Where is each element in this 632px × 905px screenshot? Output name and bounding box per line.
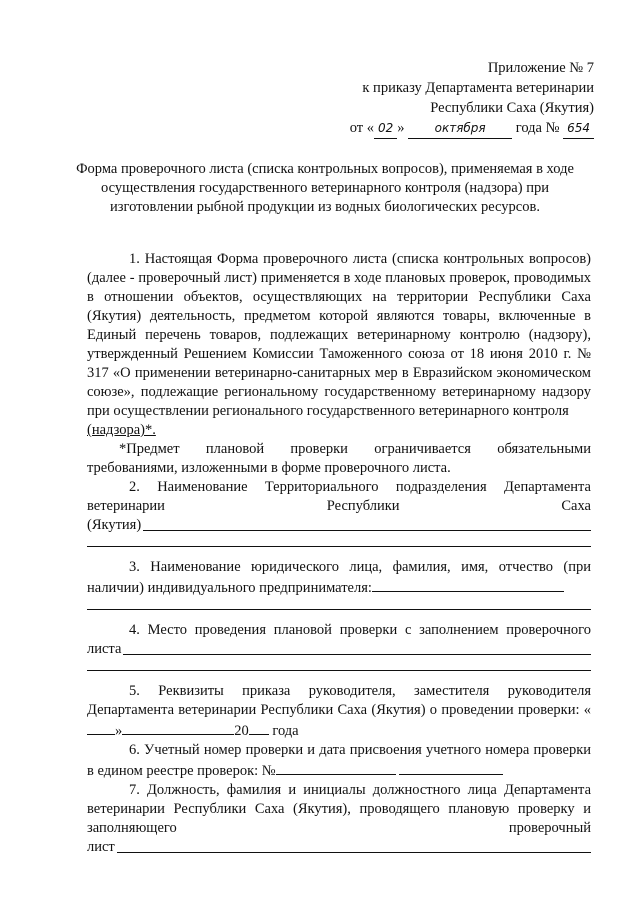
date-prefix: от « [349,120,374,136]
item-5-text: 5. Реквизиты приказа руководителя, заместителя руководителя Департамента ветеринарии Республики Саха (Якутия) о проведении проверки: « [87,683,591,718]
item-5-year: 20 [234,723,249,739]
form-body [87,250,591,857]
item-1: 1. Настоящая Форма проверочного листа (списка контрольных вопросов) (далее - проверочный лист) применяется в ходе плановых проверок, проводимых в отношении объектов, осуществляющих на территории Республики Саха (Якутия) деятельность, предметом которой являются товары, включенные в Единый перечень товаров, подлежащих ветеринарному контролю (надзору), утвержденный Решением Комиссии Таможенного союза от 18 июня 2010 г. № 317 «О применении ветеринарно-санитарных мер в Евразийском экономическом союзе», подлежащие региональному государственному ветеринарному надзору при осуществлении регионального государственного ветеринарного контроля [87,251,591,419]
sheet-label: листа [87,641,122,657]
territorial-unit-field-line-2[interactable] [87,545,591,547]
inspection-place-field-line-2[interactable] [87,669,591,671]
order-day-field[interactable] [87,720,115,735]
item-3 [87,558,591,598]
legal-entity-field[interactable] [372,577,564,592]
item-4: 4. Место проведения плановой проверки с заполнением проверочного [129,622,591,638]
appendix-number: Приложение № 7 [487,60,594,76]
year-label: года № [515,120,560,136]
legal-entity-field-line-2[interactable] [87,608,591,610]
official-name-field[interactable] [117,838,591,853]
order-year-field[interactable] [249,720,269,735]
handwritten-month: октября [408,118,512,139]
item-2-end [87,516,591,535]
registry-date-field[interactable] [399,760,503,775]
item-1-end [87,421,591,440]
supervision-underlined: (надзора)*. [87,422,156,438]
item-2: 2. Наименование Территориального подразделения Департамента ветеринарии Республики Саха [87,479,591,514]
item-5 [87,682,591,741]
form-title: Форма проверочного листа (списка контрольных вопросов), применяемая в ходе осуществления государственного ветеринарного контроля (надзора) при изготовлении рыбной продукции из водных биологических ресурсов. [76,161,574,215]
item-5-year-label: года [272,723,299,739]
order-reference: к приказу Департамента ветеринарии [362,80,594,96]
order-date-line [350,118,594,139]
item-7-end [87,838,591,857]
appendix-header [350,58,594,139]
handwritten-day: 02 [374,118,397,139]
item-4-end [87,640,591,659]
item-5-quote: » [115,723,123,739]
order-month-field[interactable] [122,720,234,735]
registry-number-field[interactable] [276,760,396,775]
sheet-label-2: лист [87,839,115,855]
item-6 [87,741,591,781]
handwritten-order-number: 654 [563,118,594,139]
inspection-place-field[interactable] [123,640,591,655]
footnote-note: *Предмет плановой проверки ограничивается обязательными требованиями, изложенными в форме проверочного листа. [87,441,591,476]
republic-name: Республики Саха (Якутия) [430,100,594,116]
item-3-text: 3. Наименование юридического лица, фамилия, имя, отчество (при наличии) индивидуального предпринимателя: [87,559,591,596]
date-mid: » [397,120,405,136]
territorial-unit-field[interactable] [143,516,591,531]
yakutia-label: (Якутия) [87,517,142,533]
item-6-number-sign: № [261,763,276,779]
item-6-text: 6. Учетный номер проверки и дата присвоения учетного номера проверки в едином реестре проверок: [87,742,591,779]
item-7: 7. Должность, фамилия и инициалы должностного лица Департамента ветеринарии Республики Саха (Якутия), проводящего плановую проверку и заполняющего проверочный [87,782,591,836]
